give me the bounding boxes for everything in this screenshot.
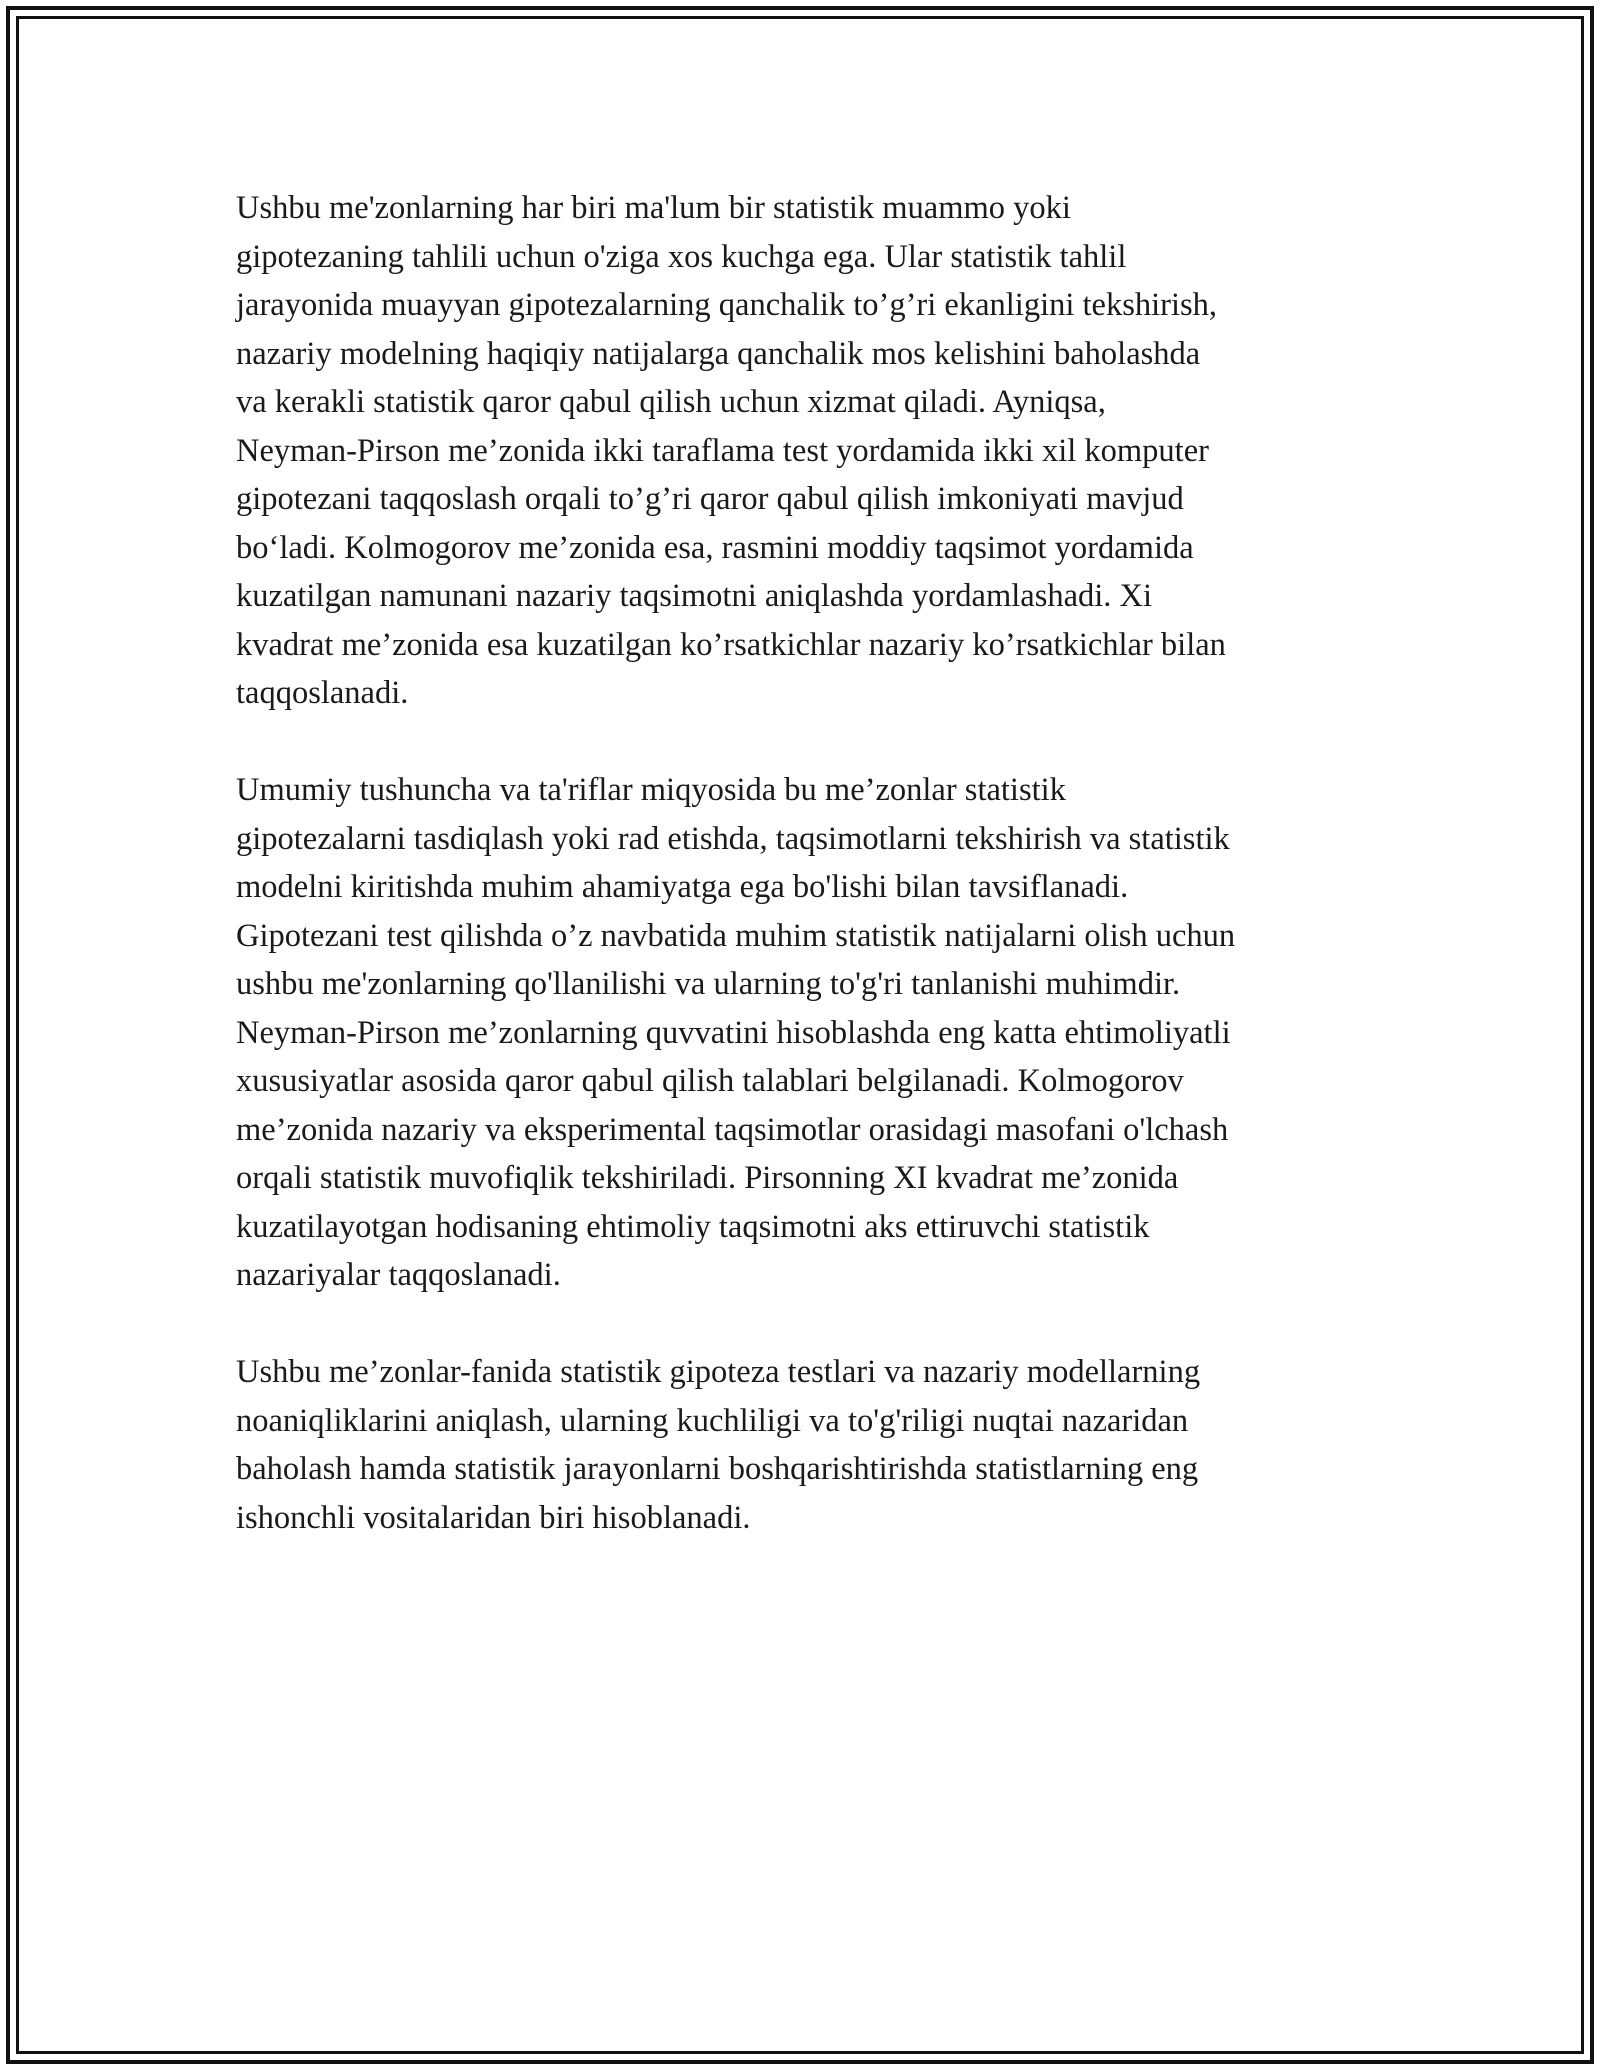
paragraph-criteria-strengths: Ushbu me'zonlarning har biri ma'lum bir statistik muammo yoki gipotezaning tahlili uchun o'ziga xos kuchga ega. Ular statistik tahlil jarayonida muayyan gipotezalarning qanchalik to’g’ri ekanligini tekshirish, nazariy modelning haqiqiy natijalarga qanchalik mos kelishini baholashda va kerakli statistik qaror qabul qilish uchun xizmat qiladi. Ayniqsa, Neyman-Pirson me’zonida ikki taraflama test yordamida ikki xil komputer gipotezani taqqoslash orqali to’g’ri qaror qabul qilish imkoniyati mavjud bo‘ladi. Kolmogorov me’zonida esa, rasmini moddiy taqsimot yordamida kuzatilgan namunani nazariy taqsimotni aniqlashda yordamlashadi. Xi kvadrat me’zonida esa kuzatilgan ko’rsatkichlar nazariy ko’rsatkichlar bilan taqqoslanadi. (236, 190, 1226, 711)
paragraph-general-concepts: Umumiy tushuncha va ta'riflar miqyosida bu me’zonlar statistik gipotezalarni tasdiqlash yoki rad etishda, taqsimotlarni tekshirish va statistik modelni kiritishda muhim ahamiyatga ega bo'lishi bilan tavsiflanadi. Gipotezani test qilishda o’z navbatida muhim statistik natijalarni olish uchun ushbu me'zonlarning qo'llanilishi va ularning to'g'ri tanlanishi muhimdir. Neyman-Pirson me’zonlarning quvvatini hisoblashda eng katta ehtimoliyatli xususiyatlar asosida qaror qabul qilish talablari belgilanadi. Kolmogorov me’zonida nazariy va eksperimental taqsimotlar orasidagi masofani o'lchash orqali statistik muvofiqlik tekshiriladi. Pirsonning XI kvadrat me’zonida kuzatilayotgan hodisaning ehtimoliy taqsimotni aks ettiruvchi statistik nazariyalar taqqoslanadi. (236, 772, 1236, 1293)
paragraph-conclusion: Ushbu me’zonlar-fanida statistik gipoteza testlari va nazariy modellarning noaniqliklarini aniqlash, ularning kuchliligi va to'g'riligi nuqtai nazaridan baholash hamda statistik jarayonlarni boshqarishtirishda statistlarning eng ishonchli vositalaridan biri hisoblanadi. (236, 1354, 1201, 1536)
document-body (236, 184, 1372, 1542)
